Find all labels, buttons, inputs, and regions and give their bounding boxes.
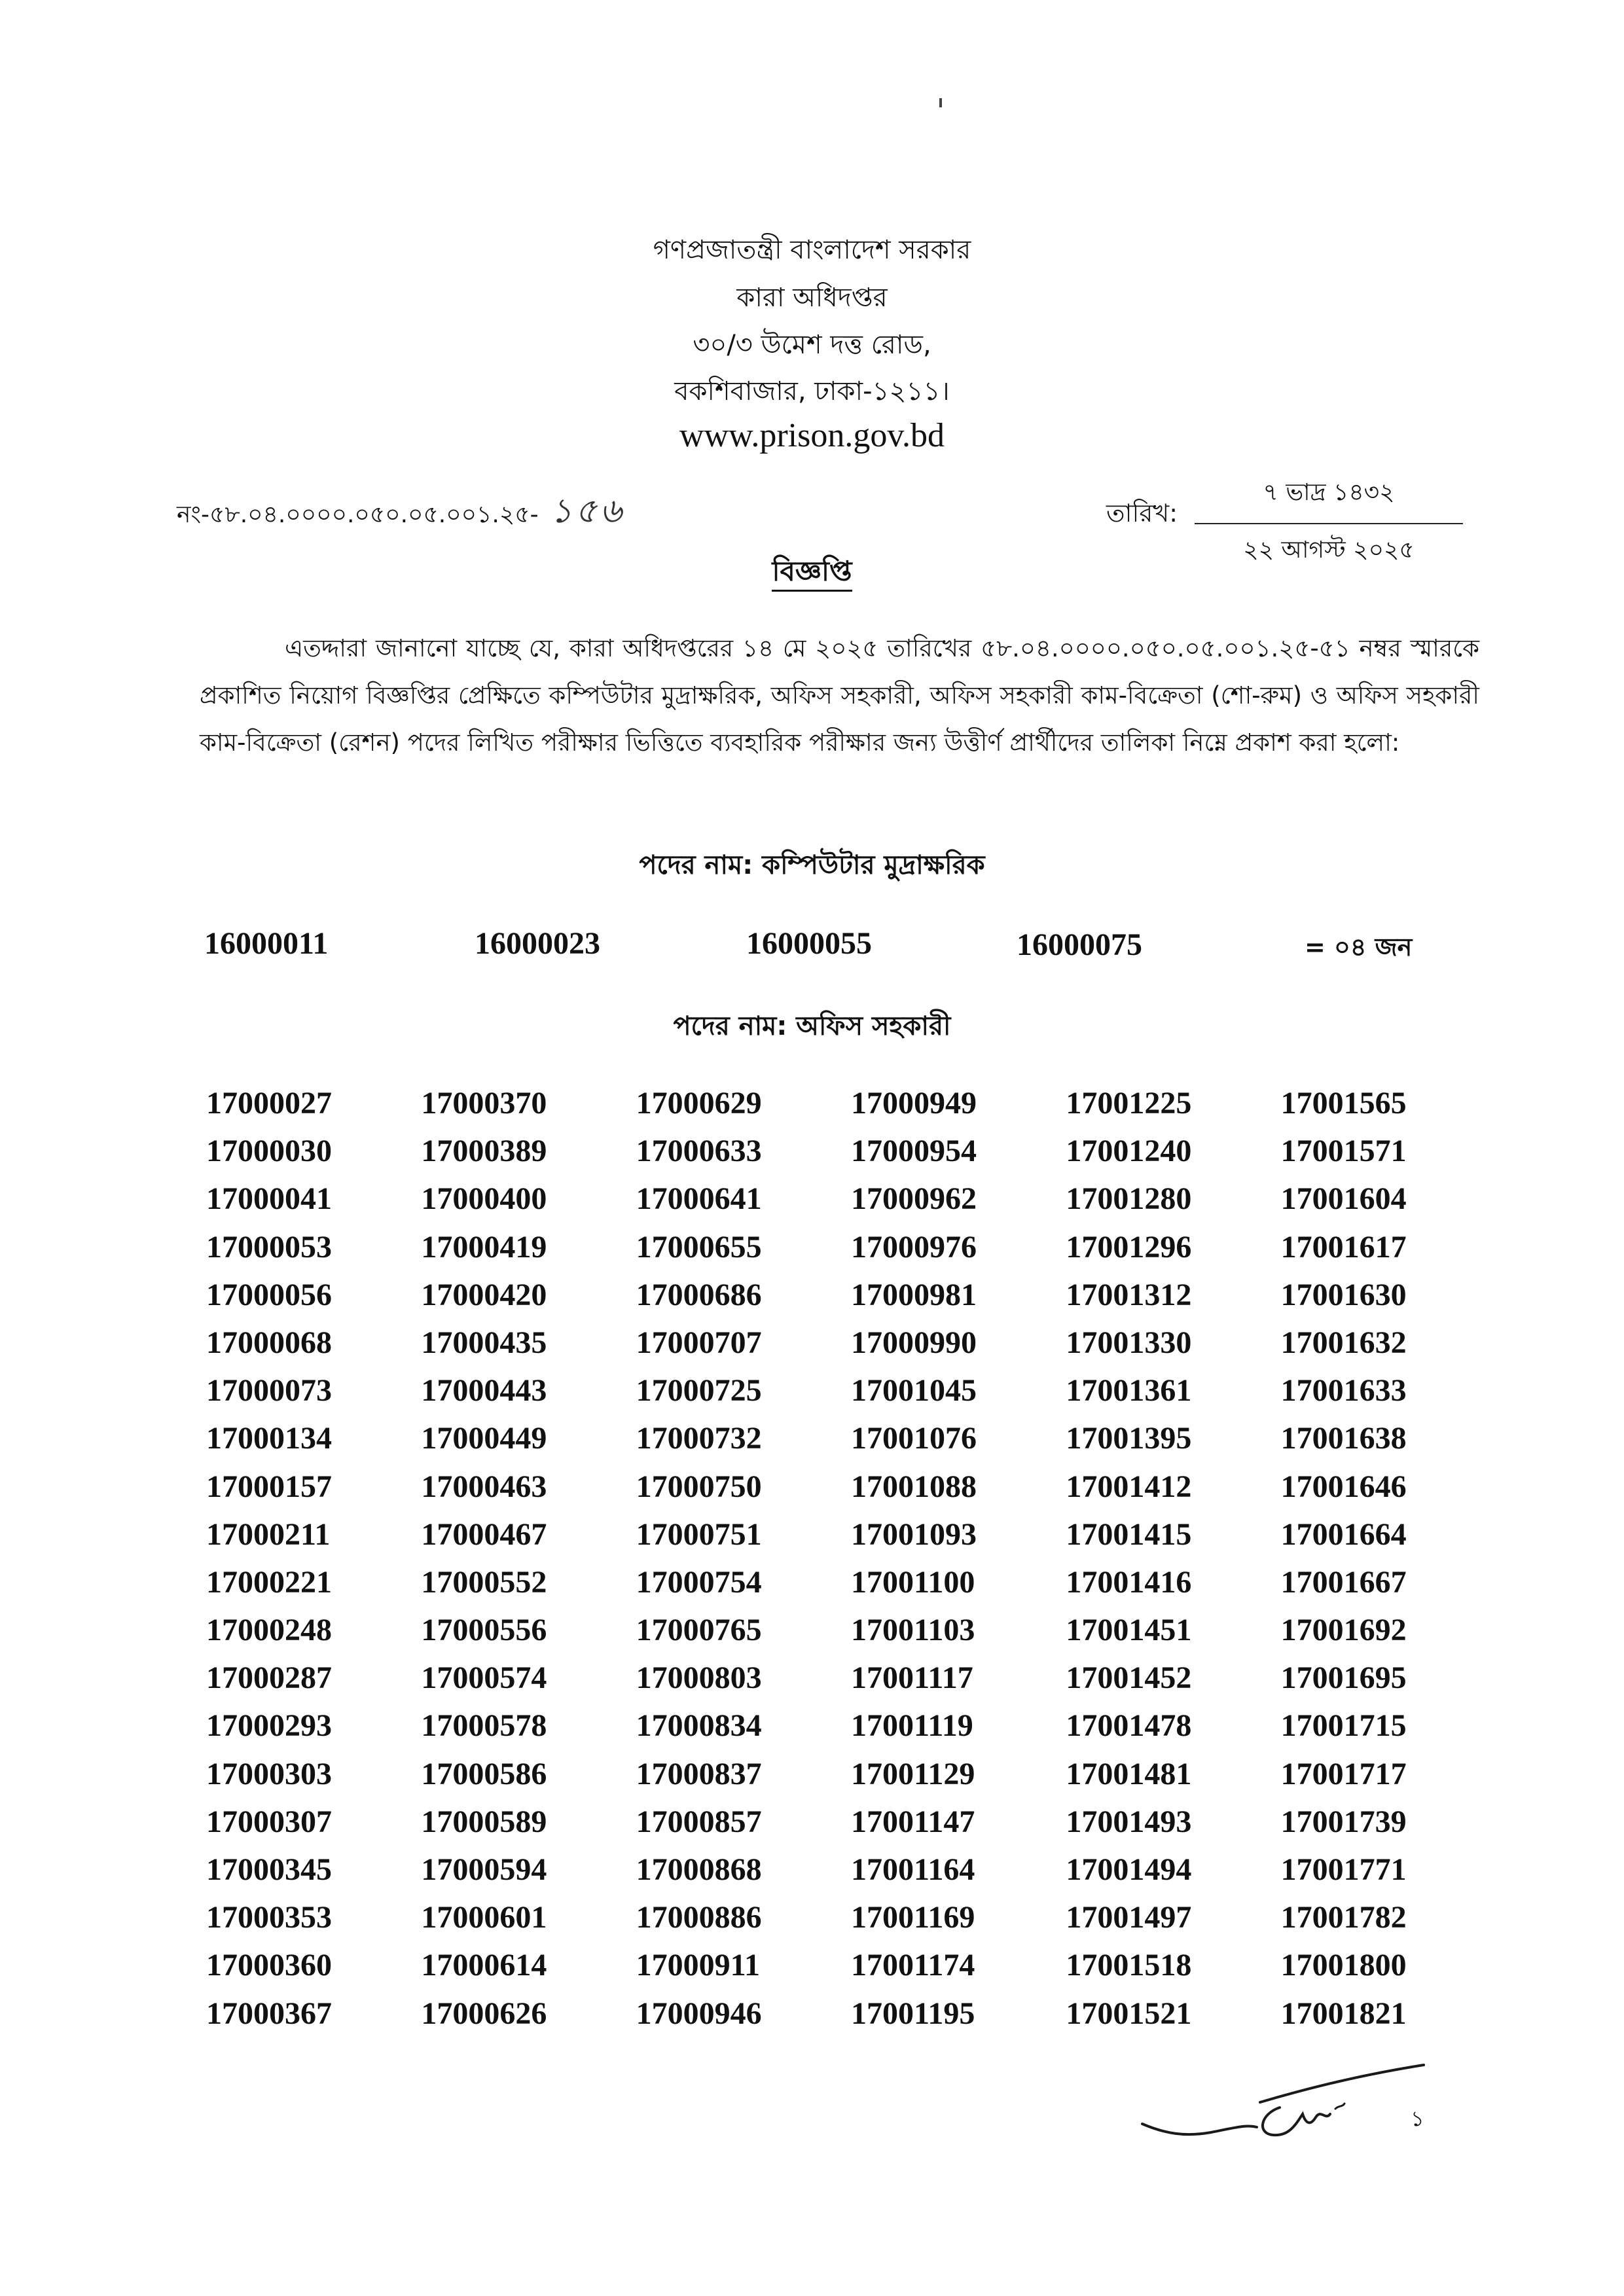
roll-number: 17001395: [1066, 1421, 1192, 1456]
roll-number: 17001494: [1066, 1852, 1192, 1887]
roll-number: 17000400: [421, 1181, 547, 1217]
roll-number: 17000614: [421, 1948, 547, 1983]
roll-number: 17000594: [421, 1852, 547, 1887]
roll-number: 17001225: [1066, 1086, 1192, 1121]
roll-number: 17000586: [421, 1756, 547, 1791]
roll-number: 17000976: [851, 1229, 977, 1265]
section1-number: 16000023: [475, 926, 600, 961]
roll-number: 17000732: [636, 1421, 762, 1456]
roll-number: 17000574: [421, 1660, 547, 1696]
roll-number: 17000211: [206, 1516, 331, 1552]
roll-number: 17001497: [1066, 1900, 1192, 1935]
roll-number: 17000633: [636, 1134, 762, 1169]
roll-number: 17001416: [1066, 1564, 1192, 1600]
memo-number: [177, 484, 624, 541]
roll-number: 17001646: [1280, 1469, 1407, 1504]
roll-number: 17001147: [851, 1804, 975, 1839]
roll-number: 17001164: [851, 1852, 975, 1887]
roll-number: 17001667: [1280, 1564, 1407, 1600]
roll-number: 17000954: [851, 1134, 977, 1169]
roll-number: 17000589: [421, 1804, 547, 1839]
section1-number: 16000075: [1017, 927, 1142, 962]
roll-number: 17000707: [636, 1325, 762, 1360]
roll-number: 17001717: [1280, 1756, 1407, 1791]
roll-number: 17001715: [1280, 1708, 1407, 1744]
section1-number: 16000011: [204, 926, 329, 961]
roll-number: 17001617: [1280, 1229, 1407, 1265]
roll-number: 17000435: [421, 1325, 547, 1360]
roll-number: 17000443: [421, 1373, 547, 1408]
roll-number: 17000911: [636, 1948, 761, 1983]
roll-number: 17000353: [206, 1900, 332, 1935]
roll-number: 17000886: [636, 1900, 762, 1935]
roll-number: 17001821: [1280, 1996, 1407, 2031]
roll-number: 17000556: [421, 1613, 547, 1648]
header-address-road: ৩০/৩ উমেশ দত্ত রোড,: [693, 330, 931, 360]
roll-number: 17000030: [206, 1134, 332, 1169]
roll-number: 17000053: [206, 1229, 332, 1265]
roll-number: 17000389: [421, 1134, 547, 1169]
roll-number: 17001169: [851, 1900, 975, 1935]
roll-number: 17001493: [1066, 1804, 1192, 1839]
roll-number: 17001088: [851, 1469, 977, 1504]
roll-number: 17001100: [851, 1564, 975, 1600]
section1-total: = ০৪ জন: [1305, 933, 1413, 961]
roll-number: 17000750: [636, 1469, 762, 1504]
roll-number: 17000056: [206, 1277, 332, 1312]
roll-number: 17001771: [1280, 1852, 1407, 1887]
roll-number: 17000134: [206, 1421, 332, 1456]
roll-number: 17001630: [1280, 1277, 1407, 1312]
roll-number: 17000467: [421, 1516, 547, 1552]
roll-number: 17001632: [1280, 1325, 1407, 1360]
roll-number: 17001045: [851, 1373, 977, 1408]
header-website[interactable]: www.prison.gov.bd: [679, 417, 945, 454]
roll-number: 17000293: [206, 1708, 332, 1744]
section2-title: পদের নাম: অফিস সহকারী: [673, 1011, 951, 1041]
date-label: তারিখ:: [1106, 499, 1178, 528]
notice-title-text: বিজ্ঞপ্তি: [772, 555, 852, 592]
roll-number: 17000068: [206, 1325, 332, 1360]
page-number: ১: [1411, 2106, 1424, 2131]
roll-number: 17000990: [851, 1325, 977, 1360]
section1-title: পদের নাম: কম্পিউটার মুদ্রাক্ষরিক: [639, 850, 985, 880]
scan-mark: [939, 98, 942, 107]
roll-number: 17001174: [851, 1948, 975, 1983]
roll-number: 17000370: [421, 1086, 547, 1121]
roll-number: 17000420: [421, 1277, 547, 1312]
roll-number: 17001695: [1280, 1660, 1407, 1696]
roll-number: 17000041: [206, 1181, 332, 1217]
roll-number: 17001782: [1280, 1900, 1407, 1935]
roll-number: 17001604: [1280, 1181, 1407, 1217]
roll-number: 17001103: [851, 1613, 975, 1648]
roll-number: 17000641: [636, 1181, 762, 1217]
roll-number: 17001296: [1066, 1229, 1192, 1265]
header-department: কারা অধিদপ্তর: [736, 283, 888, 313]
roll-number: 17000857: [636, 1804, 762, 1839]
notice-title: [0, 550, 1624, 596]
roll-number: 17001565: [1280, 1086, 1407, 1121]
roll-number: 17000463: [421, 1469, 547, 1504]
roll-number: 17000803: [636, 1660, 762, 1696]
roll-number: 17001739: [1280, 1804, 1407, 1839]
roll-number: 17000837: [636, 1756, 762, 1791]
roll-number: 17001093: [851, 1516, 977, 1552]
roll-number: 17001129: [851, 1756, 975, 1791]
notice-paragraph: এতদ্দারা জানানো যাচ্ছে যে, কারা অধিদপ্তরের ১৪ মে ২০২৫ তারিখের ৫৮.০৪.০০০০.০৫০.০৫.০০১.২৫-৫১ নম্বর স্মারকে প্রকাশিত নিয়োগ বিজ্ঞপ্তির প্রেক্ষিতে কম্পিউটার মুদ্রাক্ষরিক, অফিস সহকারী, অফিস সহকারী কাম-বিক্রেতা (শো-রুম) ও অফিস সহকারী কাম-বিক্রেতা (রেশন) পদের লিখিত পরীক্ষার ভিত্তিতে ব্যবহারিক পরীক্ষার জন্য উত্তীর্ণ প্রার্থীদের তালিকা নিম্নে প্রকাশ করা হলো:: [200, 634, 1479, 757]
header-address-city: বকশিবাজার, ঢাকা-১২১১।: [674, 376, 950, 406]
roll-number: 17000765: [636, 1613, 762, 1648]
memo-number-text: নং-৫৮.০৪.০০০০.০৫০.০৫.০০১.২৫-: [177, 501, 539, 528]
section2-roll-grid: [206, 1088, 1496, 2046]
roll-number: 17001521: [1066, 1996, 1192, 2031]
roll-number: 17001412: [1066, 1469, 1192, 1504]
roll-number: 17001692: [1280, 1613, 1407, 1648]
roll-number: 17001361: [1066, 1373, 1192, 1408]
roll-number: 17000626: [421, 1996, 547, 2031]
roll-number: 17001478: [1066, 1708, 1192, 1744]
roll-number: 17001664: [1280, 1516, 1407, 1552]
roll-number: 17000725: [636, 1373, 762, 1408]
roll-number: 17000221: [206, 1564, 332, 1600]
roll-number: 17001633: [1280, 1373, 1407, 1408]
roll-number: 17000834: [636, 1708, 762, 1744]
roll-number: 17000367: [206, 1996, 332, 2031]
memo-handwritten-number: ১৫৬: [550, 492, 624, 531]
roll-number: 17001518: [1066, 1948, 1192, 1983]
roll-number: 17001452: [1066, 1660, 1192, 1696]
roll-number: 17000345: [206, 1852, 332, 1887]
roll-number: 17000248: [206, 1613, 332, 1648]
signature: [1139, 2062, 1440, 2153]
roll-number: 17000027: [206, 1086, 332, 1121]
roll-number: 17001451: [1066, 1613, 1192, 1648]
roll-number: 17000601: [421, 1900, 547, 1935]
roll-number: 17000949: [851, 1086, 977, 1121]
roll-number: 17000655: [636, 1229, 762, 1265]
roll-number: 17000552: [421, 1564, 547, 1600]
roll-number: 17000419: [421, 1229, 547, 1265]
roll-number: 17001800: [1280, 1948, 1407, 1983]
roll-number: 17000962: [851, 1181, 977, 1217]
roll-number: 17001119: [851, 1708, 973, 1744]
roll-number: 17000946: [636, 1996, 762, 2031]
roll-number: 17000360: [206, 1948, 332, 1983]
roll-number: 17000073: [206, 1373, 332, 1408]
roll-number: 17001240: [1066, 1134, 1192, 1169]
roll-number: 17000981: [851, 1277, 977, 1312]
roll-number: 17000287: [206, 1660, 332, 1696]
roll-number: 17001330: [1066, 1325, 1192, 1360]
roll-number: 17000157: [206, 1469, 332, 1504]
roll-number: 17001638: [1280, 1421, 1407, 1456]
roll-number: 17000578: [421, 1708, 547, 1744]
roll-number: 17000449: [421, 1421, 547, 1456]
roll-number: 17001076: [851, 1421, 977, 1456]
roll-number: 17000303: [206, 1756, 332, 1791]
roll-number: 17001117: [851, 1660, 973, 1696]
roll-number: 17001280: [1066, 1181, 1192, 1217]
roll-number: 17001481: [1066, 1756, 1192, 1791]
header-government: গণপ্রজাতন্ত্রী বাংলাদেশ সরকার: [653, 235, 971, 265]
roll-number: 17000307: [206, 1804, 332, 1839]
roll-number: 17001571: [1280, 1134, 1407, 1169]
roll-number: 17000686: [636, 1277, 762, 1312]
date-bangla: ৭ ভাদ্র ১৪৩২: [1263, 479, 1395, 506]
roll-number: 17000751: [636, 1516, 762, 1552]
roll-number: 17001415: [1066, 1516, 1192, 1552]
section1-number: 16000055: [746, 926, 872, 961]
date-english: ২২ আগস্ট ২০২৫: [1243, 537, 1415, 564]
roll-number: 17000754: [636, 1564, 762, 1600]
roll-number: 17000629: [636, 1086, 762, 1121]
roll-number: 17001312: [1066, 1277, 1192, 1312]
roll-number: 17000868: [636, 1852, 762, 1887]
roll-number: 17001195: [851, 1996, 975, 2031]
